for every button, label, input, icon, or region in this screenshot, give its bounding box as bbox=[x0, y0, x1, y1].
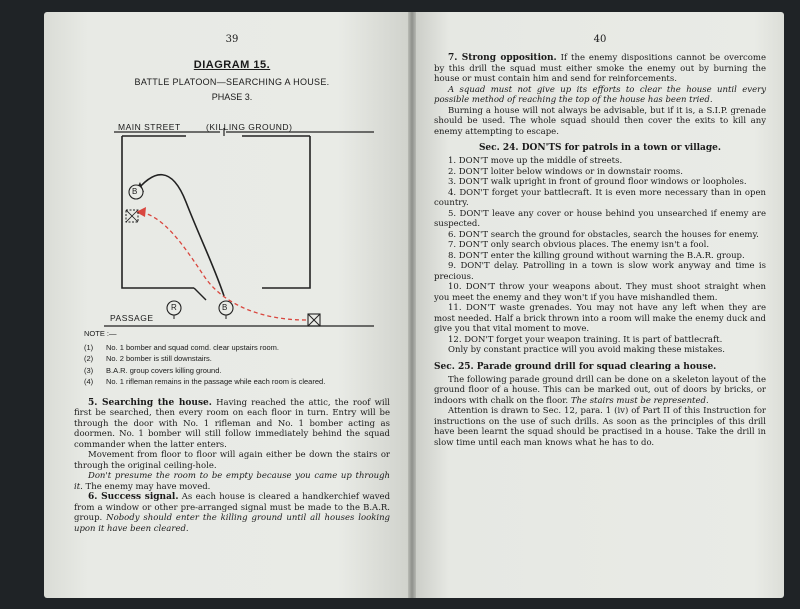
page-number-right: 40 bbox=[593, 34, 607, 45]
right-body-text bbox=[434, 53, 766, 448]
bomber-marker-upper-letter: B bbox=[132, 187, 138, 196]
sec-24-heading: Sec. 24. DON'TS for patrols in a town or village. bbox=[478, 143, 722, 153]
para-5: 5. Searching the house. Having reached the attic, the roof will first be searched, then every room on each floor in turn. Entry will be through the door with No. 1 rifleman and No. 1 bomber acting as doormen. No. 1 bomber will still follow immediately behind the squad commander when the latter enters. bbox=[74, 397, 391, 450]
sec-25-heading: Sec. 25. Parade ground drill for squad clearing a house. bbox=[434, 361, 717, 372]
list-item: 12. DON'T forget your weapon training. It is part of battlecraft. bbox=[448, 334, 723, 345]
list-item: 2. DON'T loiter below windows or in downstair rooms. bbox=[448, 166, 683, 177]
diagram-phase: PHASE 3. bbox=[211, 92, 253, 102]
diagram-title: DIAGRAM 15. bbox=[193, 59, 271, 71]
sec-25-para: The following parade ground drill can be done on a skeleton layout of the ground floor of a house. This can be marked out, out of doors by bricks, or indoors with chalk on the floor. The stairs must be represented. bbox=[434, 374, 766, 406]
para-5-cont: Movement from floor to floor will again either be down the stairs or through the original ceiling-hole. bbox=[74, 450, 390, 471]
house-diagram-drawing bbox=[74, 106, 390, 330]
donts-list bbox=[434, 156, 766, 356]
para-7-italic: A squad must not give up its efforts to clear the house until every possible method of reaching the top of the house has been tried. bbox=[434, 84, 766, 105]
rifleman-marker-letter: R bbox=[171, 303, 178, 312]
street-label: MAIN STREET bbox=[118, 122, 181, 132]
note-item: (2) No. 2 bomber is still downstairs. bbox=[84, 354, 212, 363]
house-wall-right bbox=[262, 136, 310, 288]
list-item: 3. DON'T walk upright in front of ground floor windows or loopholes. bbox=[448, 177, 747, 187]
right-page bbox=[412, 12, 784, 598]
list-item: 6. DON'T search the ground for obstacles, search the houses for enemy. bbox=[448, 229, 759, 240]
diagram-notes bbox=[74, 328, 390, 388]
left-page bbox=[44, 12, 412, 598]
list-item: 8. DON'T enter the killing ground without warning the B.A.R. group. bbox=[448, 250, 745, 261]
open-booklet bbox=[44, 12, 784, 598]
donts-footer: Only by constant practice will you avoid making these mistakes. bbox=[448, 345, 725, 355]
list-item: 4. DON'T forget your battlecraft. It is even more necessary than in open country. bbox=[434, 187, 766, 208]
list-item: 5. DON'T leave any cover or house behind you unsearched if enemy are suspected. bbox=[434, 208, 766, 229]
passage-label: PASSAGE bbox=[110, 313, 154, 323]
note-heading: NOTE :— bbox=[84, 329, 117, 338]
para-7: 7. Strong opposition. If the enemy dispositions cannot be overcome by this drill the squad must either smoke the enemy out by burning the house or must contain him and send for reinforcements. bbox=[434, 53, 767, 84]
list-item: 10. DON'T throw your weapons about. They must shoot straight when you meet the enemy and they won't if you have mishandled them. bbox=[434, 282, 766, 303]
killing-ground-label: (KILLING GROUND) bbox=[206, 122, 293, 132]
bomber-marker-lower-letter: B bbox=[222, 303, 228, 312]
left-body-text bbox=[74, 398, 390, 535]
note-item: (1) No. 1 bomber and squad comd. clear upstairs room. bbox=[84, 342, 280, 352]
para-6: 6. Success signal. As each house is cleared a handkerchief waved from a window or other pre-arranged signal must be made to the B.A.R. group. Nobody should enter the killing ground until all houses looking upon it have been cleared. bbox=[74, 492, 391, 534]
squad-route-path bbox=[134, 175, 224, 296]
note-item: (3) B.A.R. group covers killing ground. bbox=[84, 365, 222, 375]
book-spine bbox=[408, 12, 416, 598]
note-item: (4) No. 1 rifleman remains in the passage while each room is cleared. bbox=[84, 377, 326, 386]
list-item: 7. DON'T only search obvious places. The enemy isn't a fool. bbox=[448, 240, 710, 250]
para-5-italic: Don't presume the room to be empty because you came up through it. The enemy may have moved. bbox=[74, 471, 390, 492]
list-item: 11. DON'T waste grenades. You may not have any left when they are most needed. Half a brick thrown into a room will make the enemy duck and give you that vital moment to move. bbox=[434, 303, 766, 334]
list-item: 9. DON'T delay. Patrolling in a town is slow work anyway and time is precious. bbox=[434, 261, 766, 282]
sec-25-para-2: Attention is drawn to Sec. 12, para. 1 (iv) of Part II of this Instruction for instructions on the use of such drills. As soon as the principles of this drill have been learnt the squad should be practised in a house. Take the drill in slow time until each man knows what he has to do. bbox=[434, 406, 766, 448]
list-item: 1. DON'T move up the middle of streets. bbox=[448, 156, 623, 166]
house-wall-left bbox=[122, 136, 194, 288]
house-diagram bbox=[74, 106, 390, 330]
door-leaf bbox=[194, 288, 206, 300]
page-number-left: 39 bbox=[225, 34, 239, 45]
diagram-subtitle: BATTLE PLATOON—SEARCHING A HOUSE. bbox=[134, 77, 330, 87]
para-7-cont: Burning a house will not always be advisable, but if it is, a S.I.P. grenade should be used. The whole squad should then cover the exits to kill any enemy attempting to escape. bbox=[434, 105, 766, 137]
